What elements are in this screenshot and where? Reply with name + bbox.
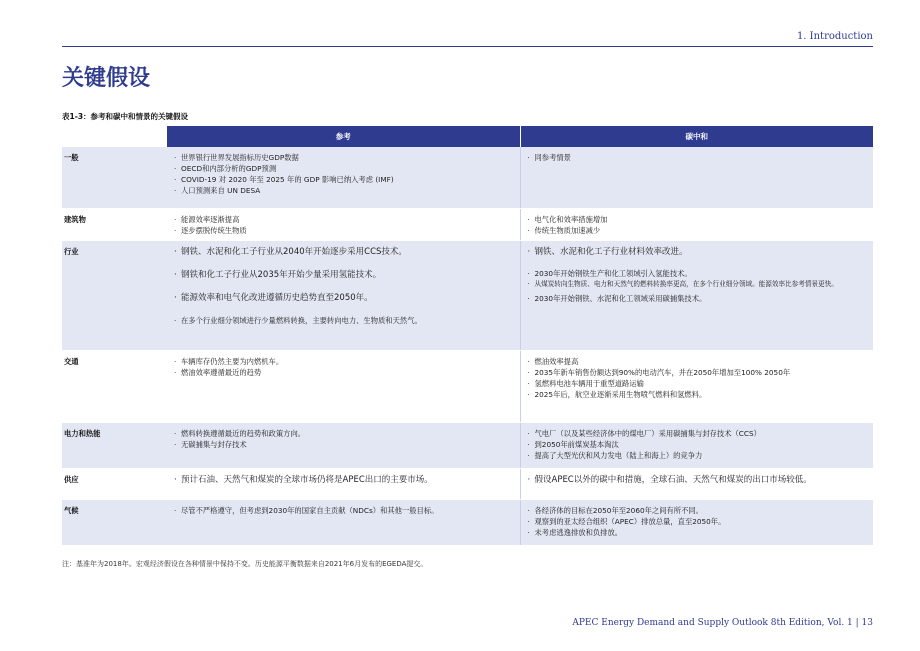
reference-cell xyxy=(167,147,520,208)
row-category: 建筑物 xyxy=(62,208,167,240)
row-category: 交通 xyxy=(62,350,167,422)
list-item: · 逐步摆脱传统生物质 xyxy=(173,225,514,236)
list-item: · 提高了大型光伏和风力发电（陆上和海上）的竞争力 xyxy=(527,450,868,461)
table-row xyxy=(62,499,873,545)
list-item: · 燃料转换遵循最近的趋势和政策方向。 xyxy=(173,428,514,439)
row-category: 一般 xyxy=(62,147,167,208)
list-item: · 到2050年前煤炭基本淘汰 xyxy=(527,439,868,450)
header-divider xyxy=(62,46,873,47)
carbon-neutral-cell xyxy=(520,240,873,350)
table-row xyxy=(62,240,873,350)
row-category: 供应 xyxy=(62,468,167,499)
list-item: · 气电厂（以及某些经济体中的煤电厂）采用碳捕集与封存技术（CCS） xyxy=(527,428,868,439)
reference-cell xyxy=(167,422,520,468)
table-row xyxy=(62,147,873,208)
table-caption: 表1-3：参考和碳中和情景的关键假设 xyxy=(62,112,189,121)
list-item: · 世界银行世界发展指标历史GDP数据 xyxy=(173,152,514,163)
list-item: · 燃油效率遵循最近的趋势 xyxy=(173,367,514,378)
list-item: · COVID-19 对 2020 年至 2025 年的 GDP 影响已纳入考虑 (IMF) xyxy=(173,174,514,185)
reference-cell xyxy=(167,350,520,422)
carbon-neutral-cell xyxy=(520,208,873,240)
list-item: · 钢铁和化工子行业从2035年开始少量采用氢能技术。 xyxy=(173,269,514,282)
carbon-neutral-cell xyxy=(520,350,873,422)
reference-cell xyxy=(167,240,520,350)
table-row xyxy=(62,468,873,499)
list-item: · 2025年后，航空业逐渐采用生物喷气燃料和氢燃料。 xyxy=(527,389,868,400)
list-item: · 钢铁、水泥和化工子行业从2040年开始逐步采用CCS技术。 xyxy=(173,246,514,259)
table-row xyxy=(62,208,873,240)
list-item: · 能源效率逐渐提高 xyxy=(173,214,514,225)
section-header: 1. Introduction xyxy=(796,31,873,42)
list-item: · 电气化和效率措施增加 xyxy=(527,214,868,225)
column-header-reference: 参考 xyxy=(167,126,520,147)
list-item: · 氢燃料电池车辆用于重型道路运输 xyxy=(527,378,868,389)
row-category: 电力和热能 xyxy=(62,422,167,468)
list-item: · 钢铁、水泥和化工子行业材料效率改进。 xyxy=(527,246,868,259)
table-row xyxy=(62,422,873,468)
table-note: 注：基准年为2018年。宏观经济假设在各种情景中保持不变。历史能源平衡数据来自2021年6月发布的EGEDA提交。 xyxy=(62,560,428,568)
list-item: · 观察到的亚太经合组织（APEC）排放总量，直至2050年。 xyxy=(527,516,868,527)
list-item: · 无碳捕集与封存技术 xyxy=(173,439,514,450)
list-item: · 尽管不严格遵守，但考虑到2030年的国家自主贡献（NDCs）和其他一般目标。 xyxy=(173,505,514,516)
carbon-neutral-cell xyxy=(520,147,873,208)
table-row xyxy=(62,350,873,422)
column-header-carbon-neutral: 碳中和 xyxy=(520,126,873,147)
carbon-neutral-cell xyxy=(520,499,873,545)
list-item: · 燃油效率提高 xyxy=(527,356,868,367)
list-item: · 从煤炭转向生物质、电力和天然气的燃料转换率更高，在多个行业细分领域。能源效率比参考情景更快。 xyxy=(527,279,868,289)
page-title: 关键假设 xyxy=(62,66,151,91)
reference-cell xyxy=(167,208,520,240)
list-item: · 2030年开始钢铁生产和化工领域引入氢能技术。 xyxy=(527,268,868,279)
list-item: · 传统生物质加速减少 xyxy=(527,225,868,236)
list-item: · 人口预测来自 UN DESA xyxy=(173,185,514,196)
list-item: · 车辆库存仍然主要为内燃机车。 xyxy=(173,356,514,367)
page-footer: APEC Energy Demand and Supply Outlook 8th Edition, Vol. 1 | 13 xyxy=(572,618,873,628)
carbon-neutral-cell xyxy=(520,468,873,499)
reference-cell xyxy=(167,468,520,499)
assumptions-table xyxy=(62,126,873,546)
list-item: · 在多个行业细分领域进行少量燃料转换，主要转向电力、生物质和天然气。 xyxy=(173,315,514,326)
list-item: · 同参考情景 xyxy=(527,152,868,163)
list-item: · 能源效率和电气化改进遵循历史趋势直至2050年。 xyxy=(173,292,514,305)
carbon-neutral-cell xyxy=(520,422,873,468)
list-item: · 各经济体的目标在2050年至2060年之间有所不同。 xyxy=(527,505,868,516)
list-item: · 预计石油、天然气和煤炭的全球市场仍将是APEC出口的主要市场。 xyxy=(173,474,514,487)
row-category: 气候 xyxy=(62,499,167,545)
reference-cell xyxy=(167,499,520,545)
row-category: 行业 xyxy=(62,240,167,350)
list-item: · OECD和内部分析的GDP预测 xyxy=(173,163,514,174)
list-item: · 2035年新车销售份额达到90%的电动汽车，并在2050年增加至100% 2050年 xyxy=(527,367,868,378)
list-item: · 未考虑逃逸排放和负排放。 xyxy=(527,527,868,538)
list-item: · 2030年开始钢铁、水泥和化工领域采用碳捕集技术。 xyxy=(527,293,868,304)
header-blank xyxy=(62,126,167,147)
list-item: · 假设APEC以外的碳中和措施，全球石油、天然气和煤炭的出口市场较低。 xyxy=(527,474,868,487)
